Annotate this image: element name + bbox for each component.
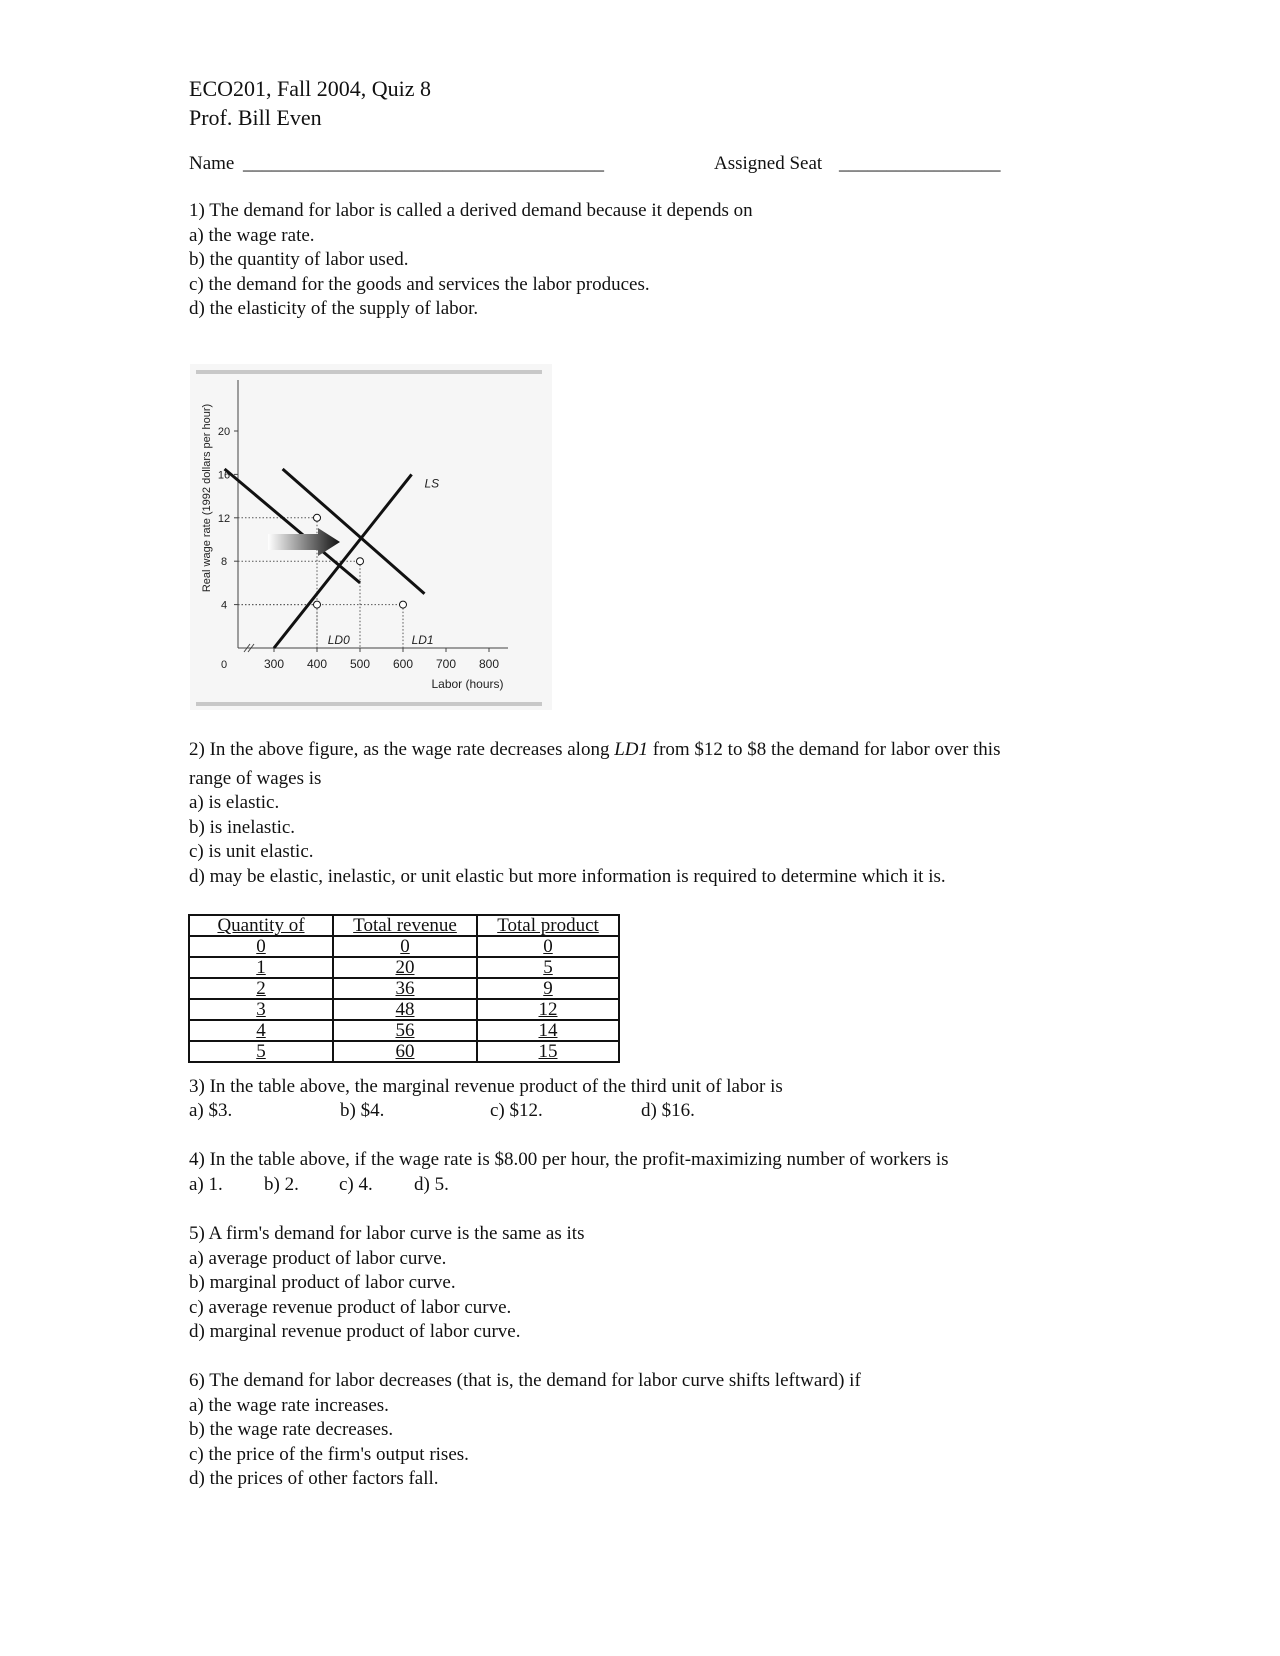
table-cell: 0 <box>477 936 619 957</box>
ld1-label: LD1 <box>411 633 434 647</box>
question-5-option-c[interactable]: c) average revenue product of labor curve. <box>189 1296 512 1318</box>
equilibrium-point <box>314 514 321 521</box>
table-cell: 5 <box>477 957 619 978</box>
question-5-option-d[interactable]: d) marginal revenue product of labor curve. <box>189 1321 521 1342</box>
question-3-option-a[interactable]: a) $3. <box>189 1100 233 1121</box>
question-4-stem: 4) In the table above, if the wage rate is $8.00 per hour, the profit-maximizing number of workers is <box>189 1149 949 1170</box>
question-5 <box>189 1222 584 1345</box>
equilibrium-point <box>357 558 364 565</box>
question-6-option-b[interactable]: b) the wage rate decreases. <box>189 1419 394 1440</box>
chart-top-rule <box>196 370 542 374</box>
ls-label: LS <box>424 476 440 491</box>
question-1-option-d[interactable]: d) the elasticity of the supply of labor. <box>189 298 479 319</box>
question-3-option-c[interactable]: c) $12. <box>490 1100 543 1121</box>
table-row <box>189 957 619 978</box>
y-tick-label: 8 <box>220 556 228 569</box>
table-cell: 12 <box>477 999 619 1020</box>
table-cell: 36 <box>333 978 477 999</box>
table-cell: 14 <box>477 1020 619 1041</box>
chart-bottom-rule <box>196 702 542 706</box>
question-1-option-a[interactable]: a) the wage rate. <box>189 224 315 246</box>
name-label: Name <box>189 153 235 174</box>
question-2-stem: 2) In the above figure, as the wage rate decreases along LD1 from $12 to $8 the demand for labor over this <box>189 739 1001 760</box>
question-2 <box>189 738 1000 889</box>
question-2-option-a[interactable]: a) is elastic. <box>189 792 280 813</box>
table-header: Total revenue <box>333 915 477 936</box>
table-header: Quantity of <box>189 915 333 936</box>
seat-label: Assigned Seat <box>714 153 823 174</box>
question-1-option-c[interactable]: c) the demand for the goods and services the labor produces. <box>189 273 650 295</box>
name-field[interactable]: ______________________________________ <box>243 153 604 174</box>
table-cell: 4 <box>189 1020 333 1041</box>
ld0-label: LD0 <box>327 633 350 647</box>
question-5-option-b[interactable]: b) marginal product of labor curve. <box>189 1272 456 1293</box>
table-header-row <box>189 915 619 936</box>
table-cell: 5 <box>189 1041 333 1062</box>
question-4-option-a[interactable]: a) 1. <box>189 1174 223 1195</box>
labor-market-chart <box>190 364 560 714</box>
question-6 <box>189 1369 861 1492</box>
question-3-option-d[interactable]: d) $16. <box>641 1100 695 1121</box>
question-4-option-b[interactable]: b) 2. <box>264 1174 299 1195</box>
revenue-table <box>188 914 620 1063</box>
question-6-option-c[interactable]: c) the price of the firm's output rises. <box>189 1443 469 1465</box>
x-tick-label: 600 <box>392 657 414 671</box>
question-5-stem: 5) A firm's demand for labor curve is the same as its <box>189 1223 585 1244</box>
table-cell: 48 <box>333 999 477 1020</box>
y-tick-label: 0 <box>220 659 228 671</box>
table-cell: 0 <box>189 936 333 957</box>
x-tick-label: 300 <box>263 657 285 671</box>
question-2-stem-line2: range of wages is <box>189 767 322 789</box>
table-row <box>189 1020 619 1041</box>
table-cell: 60 <box>333 1041 477 1062</box>
question-3-stem: 3) In the table above, the marginal revenue product of the third unit of labor is <box>189 1076 783 1097</box>
question-2-curve-name: LD1 <box>614 739 648 760</box>
table-cell: 3 <box>189 999 333 1020</box>
question-1-option-b[interactable]: b) the quantity of labor used. <box>189 249 409 270</box>
table-cell: 9 <box>477 978 619 999</box>
x-tick-label: 400 <box>306 657 328 671</box>
table-row <box>189 999 619 1020</box>
question-2-option-b[interactable]: b) is inelastic. <box>189 816 296 838</box>
question-4-option-d[interactable]: d) 5. <box>414 1174 449 1195</box>
y-tick-label: 12 <box>217 512 231 525</box>
table-cell: 1 <box>189 957 333 978</box>
equilibrium-point <box>314 601 321 608</box>
x-tick-label: 700 <box>435 657 457 671</box>
table-row <box>189 936 619 957</box>
question-2-option-c[interactable]: c) is unit elastic. <box>189 841 314 862</box>
x-tick-label: 500 <box>349 657 371 671</box>
question-4-option-c[interactable]: c) 4. <box>339 1174 373 1195</box>
seat-field[interactable]: _________________ <box>839 153 1001 174</box>
question-3-option-b[interactable]: b) $4. <box>340 1100 385 1121</box>
question-6-option-a[interactable]: a) the wage rate increases. <box>189 1394 389 1416</box>
y-tick-label: 4 <box>220 599 228 612</box>
table-row <box>189 1041 619 1062</box>
question-5-option-a[interactable]: a) average product of labor curve. <box>189 1247 447 1269</box>
question-3 <box>189 1075 783 1100</box>
y-axis-label: Real wage rate (1992 dollars per hour) <box>201 403 213 593</box>
question-2-option-d[interactable]: d) may be elastic, inelastic, or unit elastic but more information is required to determine which it is. <box>189 865 946 887</box>
question-4 <box>189 1148 949 1173</box>
question-6-stem: 6) The demand for labor decreases (that is, the demand for labor curve shifts leftward) if <box>189 1370 861 1391</box>
table-header: Total product <box>477 915 619 936</box>
table-cell: 2 <box>189 978 333 999</box>
y-tick-label: 20 <box>217 426 231 438</box>
x-tick-label: 800 <box>478 657 500 671</box>
table-row <box>189 978 619 999</box>
table-cell: 56 <box>333 1020 477 1041</box>
question-1-stem: 1) The demand for labor is called a derived demand because it depends on <box>189 200 753 221</box>
question-1 <box>189 199 753 322</box>
table-cell: 20 <box>333 957 477 978</box>
question-6-option-d[interactable]: d) the prices of other factors fall. <box>189 1468 439 1489</box>
equilibrium-point <box>400 601 407 608</box>
professor-name: Prof. Bill Even <box>189 105 322 130</box>
table-cell: 0 <box>333 936 477 957</box>
y-tick-label: 16 <box>217 469 231 482</box>
course-title: ECO201, Fall 2004, Quiz 8 <box>189 76 431 101</box>
table-cell: 15 <box>477 1041 619 1062</box>
x-axis-label: Labor (hours) <box>431 677 504 691</box>
